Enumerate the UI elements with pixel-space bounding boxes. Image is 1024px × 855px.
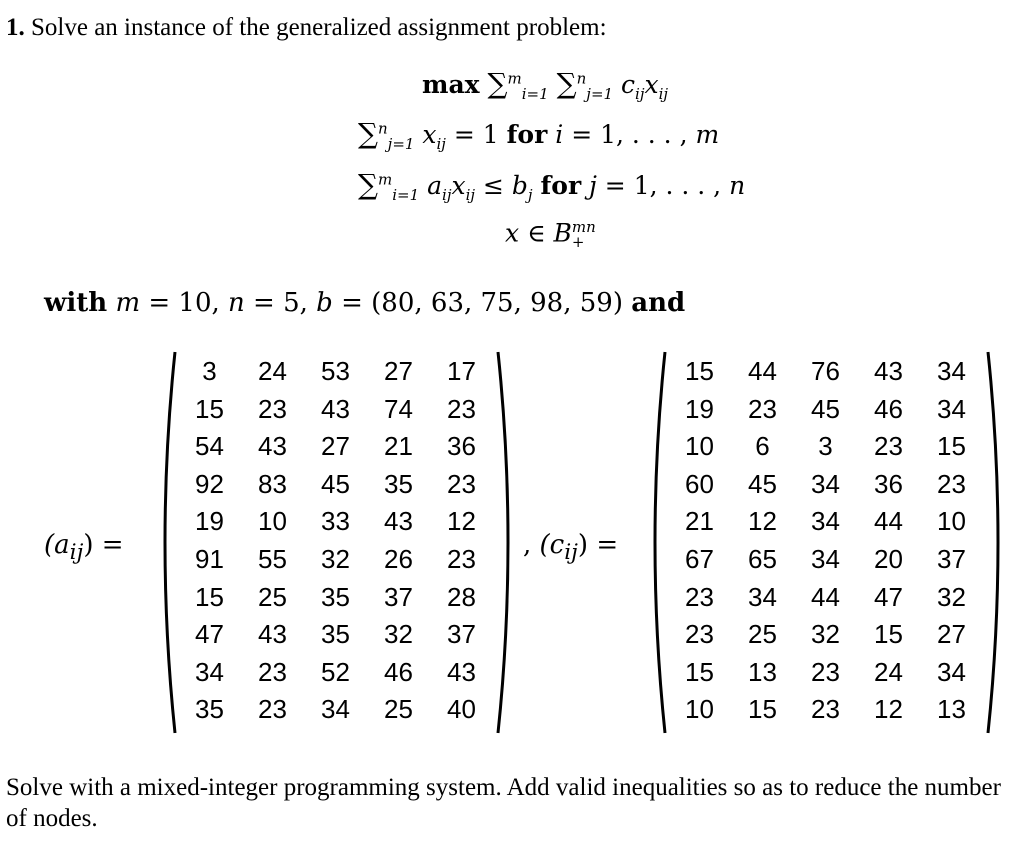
assignment-constraint (358, 117, 720, 153)
matrix-a-row (178, 353, 493, 391)
matrix-a-cell: 43 (384, 506, 413, 537)
matrix-a-cell: 27 (384, 356, 413, 386)
matrix-a-cell: 34 (195, 656, 224, 687)
matrix-c-cell: 13 (937, 694, 966, 725)
matrix-a-row (178, 428, 493, 466)
parameters-line (44, 288, 685, 318)
matrix-a-cell: 27 (321, 431, 350, 462)
matrix-c-cell: 34 (811, 468, 840, 499)
index: ij (69, 540, 84, 566)
matrix-c-row (668, 353, 983, 391)
matrix-c-cell: 23 (685, 619, 714, 650)
matrix-c-cell: 15 (685, 356, 714, 386)
matrix-a-cell: 35 (321, 619, 350, 650)
matrix-c-cell: 24 (874, 656, 903, 687)
matrix-c-cell: 23 (748, 393, 777, 424)
matrix-c-cell: 15 (685, 656, 714, 687)
matrix-a-cell: 23 (447, 393, 476, 424)
matrix-a-row (178, 466, 493, 504)
matrix-a-cell: 25 (384, 694, 413, 725)
matrix-a-row (178, 691, 493, 729)
comma: , (523, 530, 532, 560)
range: 1, . . . , (600, 120, 688, 149)
matrix-a-cell: 24 (258, 356, 287, 386)
matrix-a-cell: 43 (258, 619, 287, 650)
matrix-a-row (178, 579, 493, 617)
range: 1, . . . , (633, 171, 722, 200)
matrix-c-cell: 23 (811, 656, 840, 687)
m-value: = 10, (148, 288, 220, 318)
matrix-c-cell: 10 (685, 694, 714, 725)
c-label-close: ) = (577, 530, 619, 560)
matrix-a-cell: 52 (321, 656, 350, 687)
matrix-c-left-paren (643, 350, 669, 735)
index: j (527, 186, 533, 204)
matrix-a-cell: 35 (321, 581, 350, 612)
sum-symbol: ∑ (487, 67, 508, 100)
matrix-a (178, 353, 493, 729)
lower-limit: j=1 (387, 135, 415, 153)
param-m: m (115, 288, 141, 318)
matrix-c-label (523, 530, 618, 565)
matrix-c-cell: 34 (937, 356, 966, 386)
matrix-a-cell: 15 (195, 393, 224, 424)
element-of: ∈ (527, 218, 546, 248)
matrix-a-cell: 46 (384, 656, 413, 687)
variable-symbol: x (451, 171, 466, 200)
instruction-text: Solve with a mixed-integer programming system. Add valid inequalities so as to reduce the number of nodes. (6, 774, 1001, 832)
matrix-a-cell: 3 (202, 356, 217, 386)
variable-symbol: x (422, 120, 437, 149)
matrix-c-cell: 36 (874, 468, 903, 499)
matrix-a-cell: 92 (195, 468, 224, 499)
matrix-a-cell: 23 (258, 694, 287, 725)
matrix-c-cell: 32 (811, 619, 840, 650)
matrix-a-cell: 17 (447, 356, 476, 386)
capacity-symbol: b (511, 171, 528, 200)
matrix-c-cell: 20 (874, 543, 903, 574)
matrix-c-cell: 27 (937, 619, 966, 650)
matrix-a-cell: 55 (258, 543, 287, 574)
variable-symbol: x (505, 218, 520, 248)
equals-sign: = (604, 171, 626, 200)
matrix-c-cell: 37 (937, 543, 966, 574)
index: ij (564, 540, 578, 566)
matrix-a-cell: 36 (447, 431, 476, 462)
matrix-a-cell: 35 (384, 468, 413, 499)
upper-limit: m (378, 170, 393, 189)
matrix-c-cell: 44 (748, 356, 777, 386)
param-n: n (228, 288, 245, 318)
index: ij (442, 186, 452, 204)
matrix-c-cell: 6 (755, 431, 770, 462)
matrix-a-cell: 91 (195, 543, 224, 574)
matrix-c-cell: 10 (937, 506, 966, 537)
a-label-close: ) = (83, 530, 124, 560)
capacity-constraint (358, 168, 746, 204)
matrix-c-row (668, 541, 983, 579)
upper-n: n (729, 171, 746, 200)
for-word: for (506, 120, 548, 149)
max-operator: max (422, 70, 480, 99)
problem-number: 1. (6, 14, 25, 41)
matrix-c-row (668, 654, 983, 692)
equals-one: = 1 (453, 120, 499, 149)
matrix-a-cell: 12 (447, 506, 476, 537)
index-j: j (589, 171, 597, 200)
matrix-c-cell: 25 (748, 619, 777, 650)
matrix-c-cell: 15 (874, 619, 903, 650)
matrix-a-cell: 23 (258, 393, 287, 424)
param-b: b (316, 288, 333, 318)
c-label-open: (c (539, 530, 565, 560)
upper-limit: n (576, 69, 587, 88)
matrix-c-right-paren (984, 350, 1010, 735)
lower-limit: i=1 (392, 186, 420, 204)
matrix-c-cell: 34 (748, 581, 777, 612)
weight-symbol: a (427, 171, 443, 200)
matrix-a-cell: 74 (384, 393, 413, 424)
matrix-a-cell: 21 (384, 431, 413, 462)
matrix-a-cell: 37 (447, 619, 476, 650)
matrix-c-row (668, 616, 983, 654)
matrix-c-row (668, 391, 983, 429)
matrix-a-cell: 43 (258, 431, 287, 462)
upper-limit: m (507, 69, 522, 88)
matrix-c-cell: 13 (748, 656, 777, 687)
matrix-a-cell: 23 (258, 656, 287, 687)
matrix-a-cell: 35 (195, 694, 224, 725)
matrix-a-cell: 53 (321, 356, 350, 386)
matrix-c-cell: 32 (937, 581, 966, 612)
a-label-open: (a (44, 530, 70, 560)
matrix-a-cell: 23 (447, 468, 476, 499)
matrix-c-cell: 45 (811, 393, 840, 424)
matrix-a-label (44, 530, 124, 565)
leq-sign: ≤ (482, 171, 504, 200)
matrix-c-cell: 60 (685, 468, 714, 499)
matrix-a-cell: 26 (384, 543, 413, 574)
matrix-c-cell: 46 (874, 393, 903, 424)
matrix-a-cell: 23 (447, 543, 476, 574)
equals-sign: = (571, 120, 593, 149)
matrix-c-cell: 43 (874, 356, 903, 386)
matrix-c-cell: 34 (937, 656, 966, 687)
matrix-a-cell: 28 (447, 581, 476, 612)
matrix-c-cell: 15 (937, 431, 966, 462)
matrix-a-cell: 54 (195, 431, 224, 462)
matrix-c-cell: 19 (685, 393, 714, 424)
index: ij (436, 135, 446, 153)
matrix-c-cell: 44 (811, 581, 840, 612)
matrix-c-cell: 67 (685, 543, 714, 574)
matrix-c-cell: 23 (685, 581, 714, 612)
matrix-c-cell: 34 (811, 506, 840, 537)
matrix-c-row (668, 503, 983, 541)
matrix-a-cell: 40 (447, 694, 476, 725)
matrix-a-cell: 15 (195, 581, 224, 612)
matrix-a-row (178, 391, 493, 429)
for-word: for (540, 171, 582, 200)
matrix-c-cell: 76 (811, 356, 840, 386)
b-value: = (80, 63, 75, 98, 59) (341, 288, 623, 318)
index: ij (635, 85, 645, 103)
binary-set: B (553, 218, 572, 248)
matrix-c-row (668, 428, 983, 466)
matrix-a-cell: 19 (195, 506, 224, 537)
matrix-a-row (178, 503, 493, 541)
matrix-a-cell: 83 (258, 468, 287, 499)
matrix-a-left-paren (153, 350, 179, 735)
matrix-a-row (178, 654, 493, 692)
matrix-c-cell: 65 (748, 543, 777, 574)
matrix-c-cell: 23 (937, 468, 966, 499)
index-i: i (555, 120, 564, 149)
matrix-c-cell: 34 (937, 393, 966, 424)
matrix-c-cell: 23 (811, 694, 840, 725)
index: ij (465, 186, 476, 204)
sum-symbol: ∑ (358, 168, 378, 201)
lower-limit: j=1 (586, 85, 614, 103)
sum-symbol: ∑ (556, 67, 577, 100)
matrix-a-cell: 47 (195, 619, 224, 650)
matrix-c (668, 353, 983, 729)
matrix-a-cell: 32 (384, 619, 413, 650)
matrix-a-cell: 43 (321, 393, 350, 424)
matrix-c-cell: 12 (874, 694, 903, 725)
objective-function (422, 67, 669, 103)
matrix-a-cell: 33 (321, 506, 350, 537)
matrix-c-cell: 45 (748, 468, 777, 499)
matrix-c-row (668, 579, 983, 617)
matrix-c-cell: 10 (685, 431, 714, 462)
with-word: with (44, 288, 108, 318)
matrix-c-cell: 15 (748, 694, 777, 725)
matrix-c-row (668, 466, 983, 504)
set-plus: + (571, 233, 585, 251)
cost-symbol: c (621, 70, 636, 99)
matrix-c-row (668, 691, 983, 729)
problem-heading (6, 14, 607, 42)
lower-limit: i=1 (521, 85, 549, 103)
matrix-a-cell: 10 (258, 506, 287, 537)
matrix-a-right-paren (494, 350, 520, 735)
matrix-a-cell: 43 (447, 656, 476, 687)
matrix-c-cell: 34 (811, 543, 840, 574)
matrix-a-cell: 45 (321, 468, 350, 499)
index: ij (658, 85, 669, 103)
domain-constraint (505, 220, 596, 250)
matrix-a-row (178, 541, 493, 579)
matrix-a-cell: 37 (384, 581, 413, 612)
matrix-c-cell: 21 (685, 506, 714, 537)
variable-symbol: x (644, 70, 659, 99)
matrix-c-cell: 47 (874, 581, 903, 612)
matrix-c-cell: 3 (818, 431, 833, 462)
upper-limit: n (378, 119, 388, 138)
matrix-c-cell: 23 (874, 431, 903, 462)
matrix-a-cell: 32 (321, 543, 350, 574)
matrix-a-cell: 25 (258, 581, 287, 612)
and-word: and (631, 288, 686, 318)
matrix-c-cell: 44 (874, 506, 903, 537)
matrix-a-cell: 34 (321, 694, 350, 725)
upper-m: m (695, 120, 720, 149)
problem-title: Solve an instance of the generalized assignment problem: (31, 14, 607, 41)
matrix-a-row (178, 616, 493, 654)
n-value: = 5, (253, 288, 308, 318)
sum-symbol: ∑ (358, 117, 378, 150)
set-exponent: mn (571, 218, 596, 236)
matrix-c-cell: 12 (748, 506, 777, 537)
